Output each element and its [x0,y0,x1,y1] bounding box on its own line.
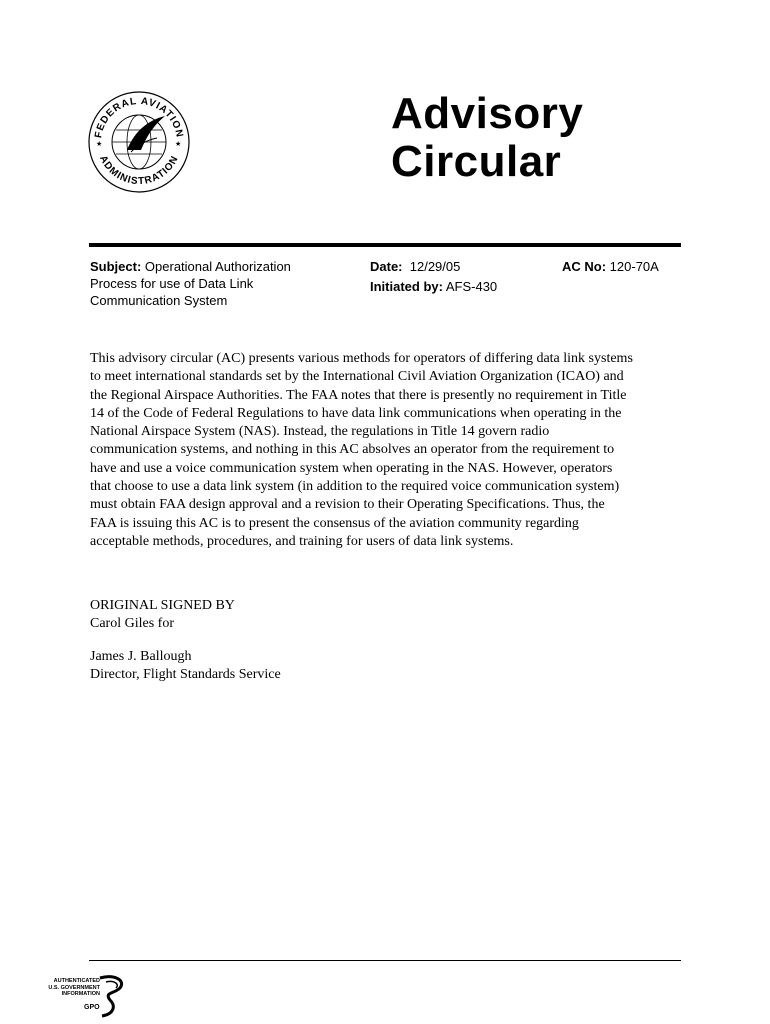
ac-number-block [562,258,682,275]
subject-line-2: Process for use of Data Link [90,276,254,291]
body-line: communication systems, and nothing in this AC absolves an operator from the requirement to [90,442,615,458]
gpo-line-1: AUTHENTICATED [53,978,100,984]
subject-label: Subject: [90,259,142,274]
date-label: Date: [370,259,403,274]
body-line: FAA is issuing this AC is to present the consensus of the aviation community regarding [90,515,579,531]
svg-text:★: ★ [96,140,103,148]
subject-block [90,258,330,309]
body-line: that choose to use a data link system (in addition to the required voice communication system) [90,479,620,495]
subject-line-3: Communication System [90,293,228,308]
header-divider [89,243,681,247]
subject-line-1: Operational Authorization [144,259,291,274]
faa-seal-logo [87,90,191,194]
footer-divider [89,960,681,961]
body-line: have and use a voice communication system when operating in the NAS. However, operators [90,460,613,476]
body-line: 14 of the Code of Federal Regulations to have data link communications when operating in the [90,405,622,421]
eagle-icon [96,974,128,1018]
gpo-mark: GPO [84,1004,100,1011]
body-line: must obtain FAA design approval and a revision to their Operating Specifications. Thus, the [90,497,605,513]
signatory-name: James J. Ballough [90,648,192,664]
gpo-line-3: INFORMATION [61,991,100,997]
signature-line-2: Carol Giles for [90,616,174,632]
body-line: to meet international standards set by the International Civil Aviation Organization (ICAO) and [90,369,624,385]
signature-line-1: ORIGINAL SIGNED BY [90,598,235,613]
body-line: acceptable methods, procedures, and training for users of data link systems. [90,533,514,549]
body-line: National Airspace System (NAS). Instead, the regulations in Title 14 govern radio [90,424,550,440]
gpo-authenticated-logo [40,972,130,1018]
body-line: This advisory circular (AC) presents various methods for operators of differing data link systems [90,351,633,366]
ac-no-value: 120-70A [609,259,659,274]
gpo-line-2: U.S. GOVERNMENT [48,984,100,991]
seal-bottom-text: ADMINISTRATION [97,153,181,188]
ac-no-label: AC No: [562,259,607,274]
title-line-2: Circular [391,137,562,186]
signatory-title: Director, Flight Standards Service [90,666,281,682]
date-value: 12/29/05 [409,259,461,274]
initiated-value: AFS-430 [445,279,498,294]
seal-top-text: FEDERAL AVIATION [93,95,185,139]
body-line: the Regional Airspace Authorities. The FAA notes that there is presently no requirement in Title [90,387,627,403]
date-block [370,258,550,295]
body-paragraph [90,350,682,551]
document-title [391,90,583,186]
initiated-label: Initiated by: [370,279,443,294]
title-line-1: Advisory [391,89,584,138]
signature-block [90,597,490,684]
svg-text:★: ★ [175,140,182,148]
